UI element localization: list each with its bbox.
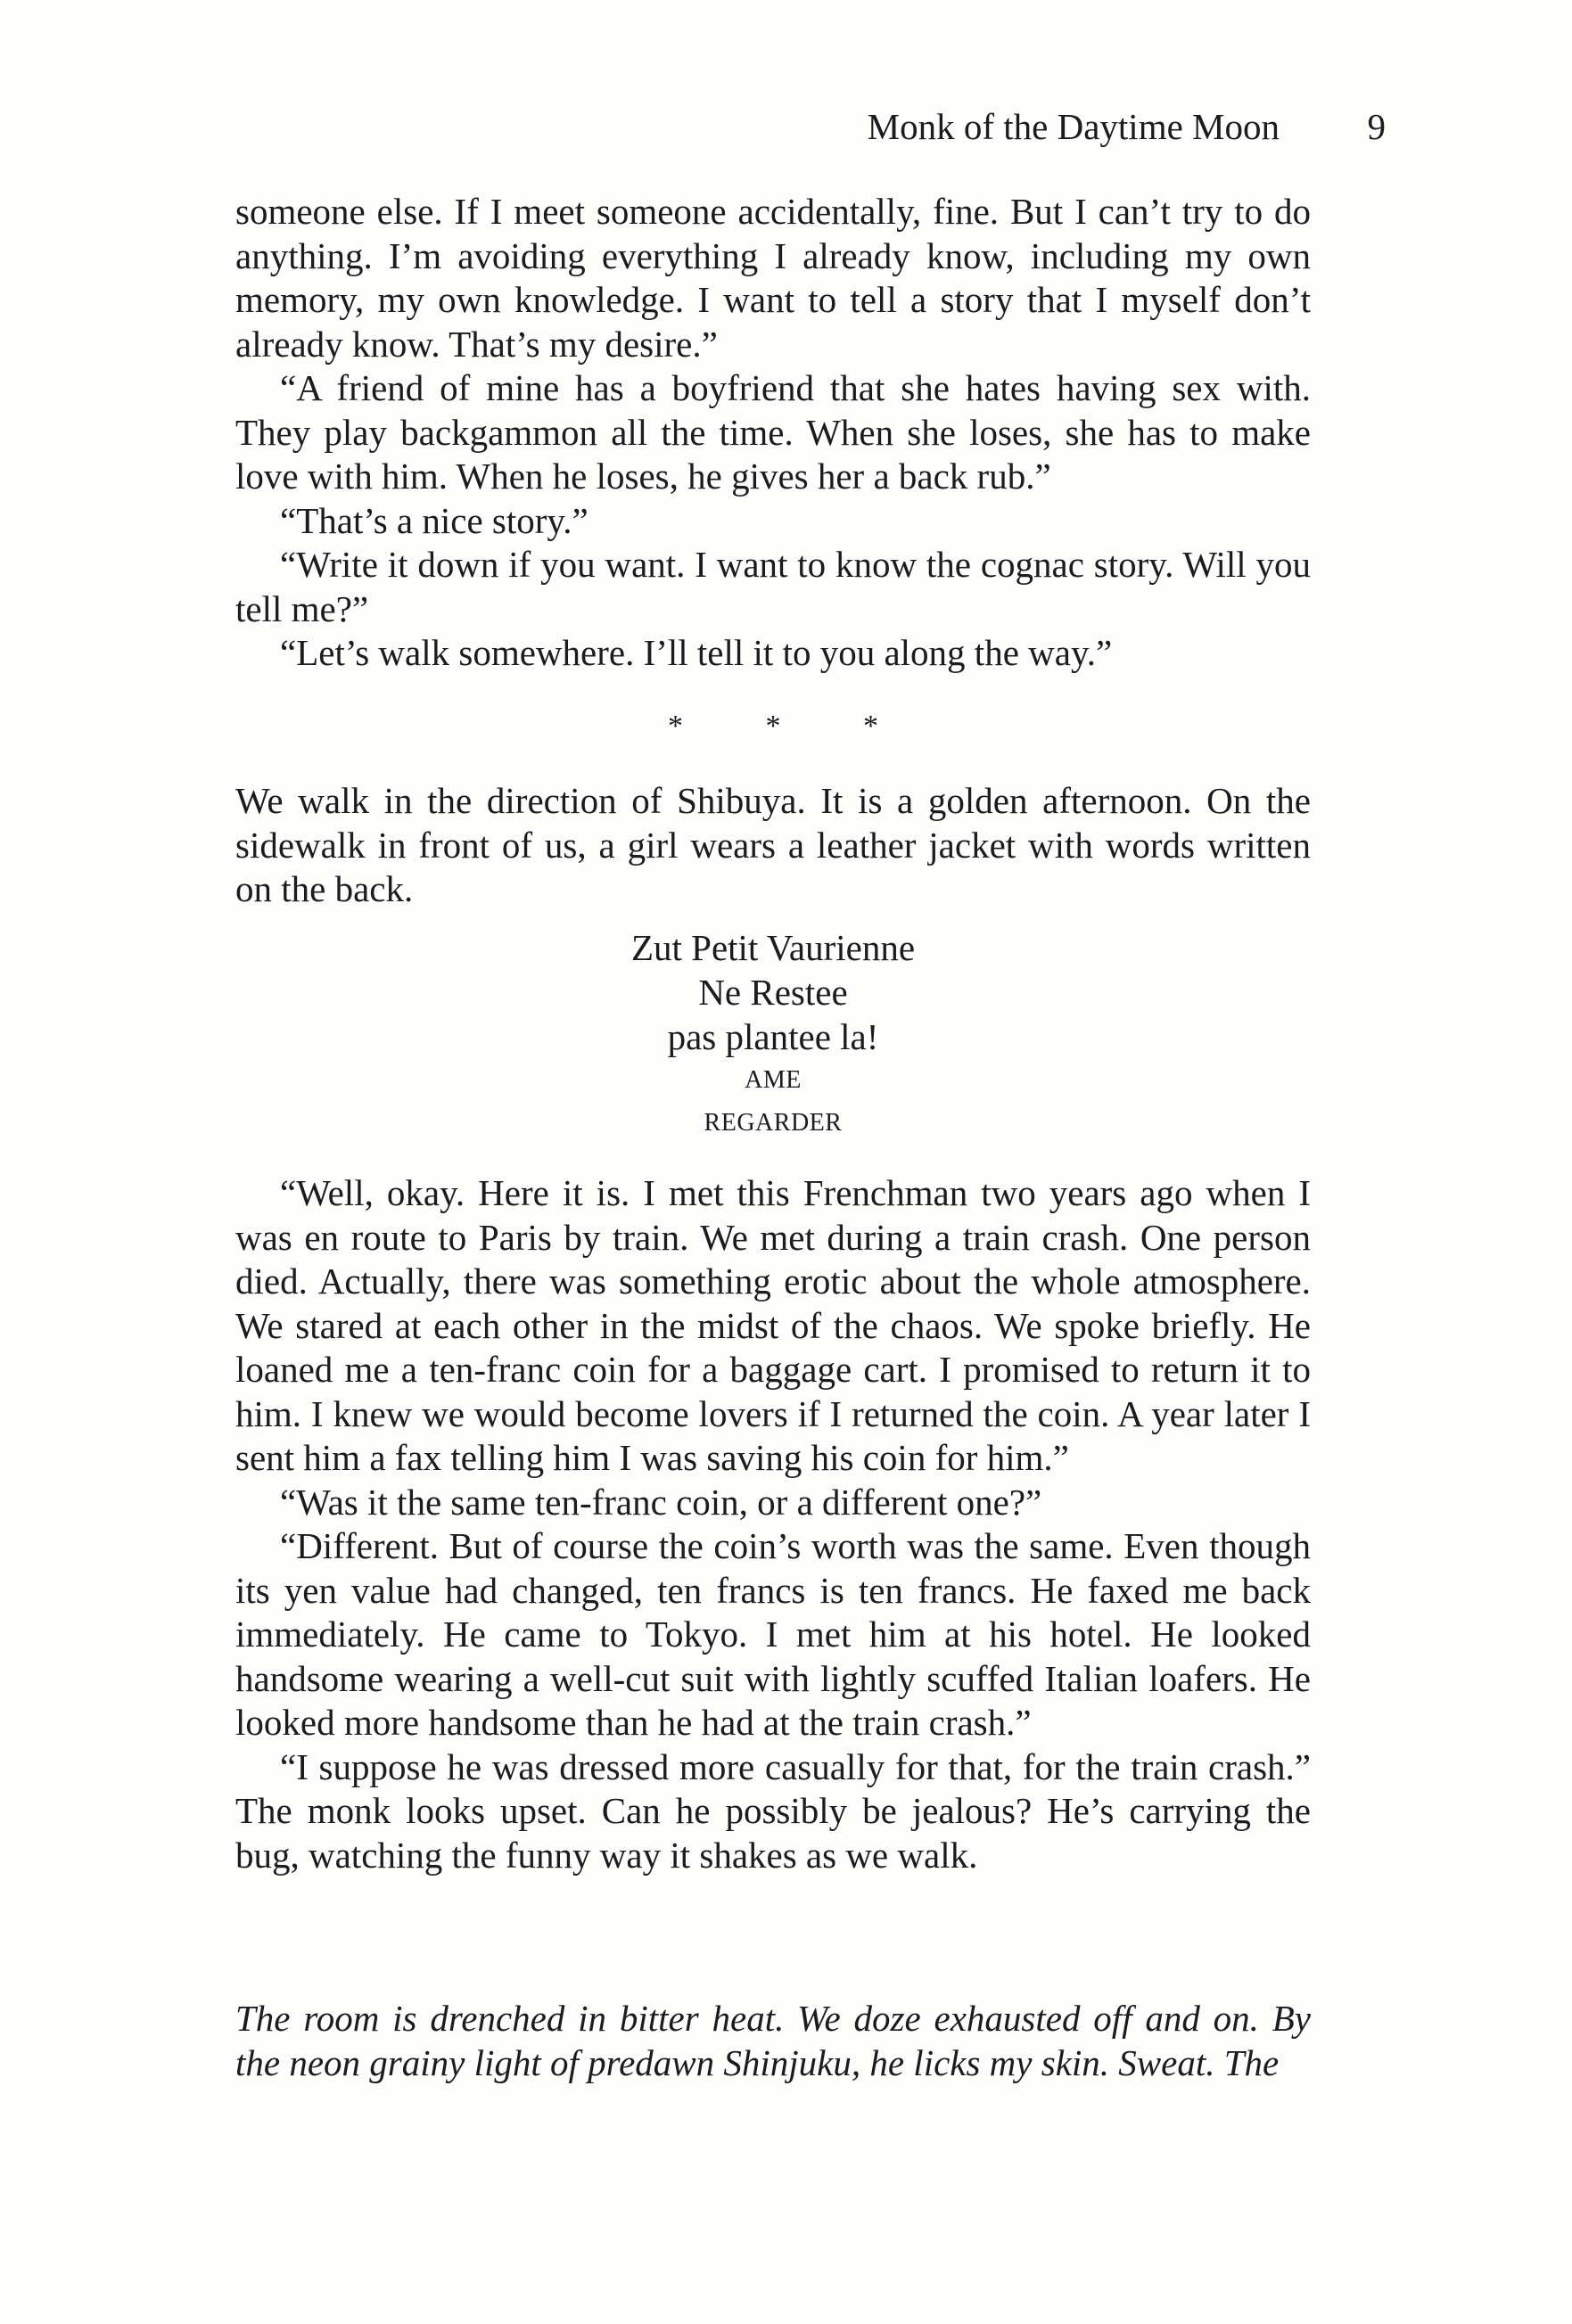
- paragraph: “Let’s walk somewhere. I’ll tell it to you along the way.”: [280, 632, 1113, 673]
- page-number: 9: [1367, 106, 1386, 147]
- jacket-line: REGARDER: [704, 1109, 843, 1137]
- jacket-line: Zut Petit Vaurienne: [630, 927, 916, 968]
- paragraph: “That’s a nice story.”: [280, 499, 588, 541]
- text-block-italic: [235, 1997, 1311, 2085]
- paragraph: someone else. If I meet someone accidentally, fine. But I can’t try to do anything. I’m avoiding everything I already know, including my own memory, my own knowledge. I want to tell a story that I myself don’t already know. That’s my desire.”: [235, 191, 1311, 365]
- paragraph: The room is drenched in bitter heat. We doze exhausted off and on. By the neon grainy light of predawn Shinjuku, he licks my skin. Sweat. The: [235, 1998, 1311, 2083]
- paragraph: “Well, okay. Here it is. I met this Frenchman two years ago when I was en route to Paris by train. We met during a train crash. One person died. Actually, there was something erotic about the whole atmosphere. We stared at each other in the midst of the chaos. We spoke briefly. He loaned me a ten-franc coin for a baggage cart. I promised to return it to him. I knew we would become lovers if I returned the coin. A year later I sent him a fax telling him I was saving his coin for him.”: [235, 1172, 1311, 1478]
- paragraph: “Was it the same ten-franc coin, or a different one?”: [280, 1481, 1042, 1523]
- paragraph: “A friend of mine has a boyfriend that she hates having sex with. They play backgammon all the time. When she loses, she has to make love with him. When he loses, he gives her a back rub.”: [235, 367, 1311, 497]
- paragraph: “Different. But of course the coin’s worth was the same. Even though its yen value had changed, ten francs is ten francs. He faxed me back immediately. He came to Tokyo. I met him at his hotel. He looked handsome wearing a well-cut suit with lightly scuffed Italian loafers. He looked more handsome than he had at the train crash.”: [235, 1525, 1311, 1743]
- jacket-line: Ne Restee: [698, 972, 848, 1013]
- jacket-line: AME: [745, 1066, 802, 1094]
- paragraph: We walk in the direction of Shibuya. It is a golden afternoon. On the sidewalk in front of us, a girl wears a leather jacket with words written on the back.: [235, 780, 1311, 909]
- jacket-inscription: [235, 925, 1311, 1145]
- paragraph: “I suppose he was dressed more casually for that, for the train crash.” The monk looks upset. Can he possibly be jealous? He’s carrying the bug, watching the funny way it shakes as we walk.: [235, 1745, 1311, 1876]
- running-title: Monk of the Daytime Moon: [867, 106, 1280, 147]
- page-header: [235, 100, 1386, 153]
- text-block-story: [235, 1171, 1311, 1877]
- paragraph: “Write it down if you want. I want to know the cognac story. Will you tell me?”: [235, 544, 1311, 629]
- text-block-walk: [235, 779, 1311, 912]
- text-block-opening: [235, 190, 1311, 676]
- section-separator: * * *: [668, 710, 916, 743]
- jacket-line: pas plantee la!: [667, 1016, 879, 1057]
